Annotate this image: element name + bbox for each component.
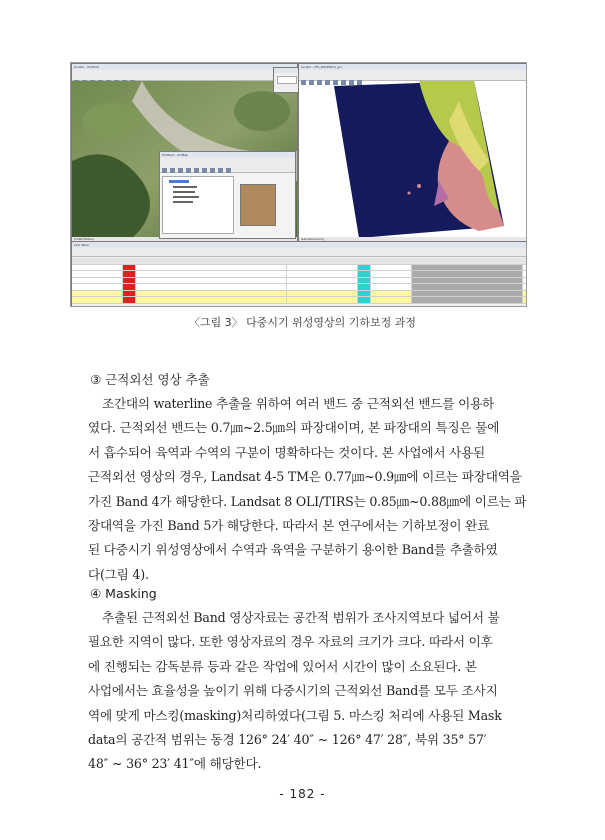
section-heading-masking: ④ Masking (90, 586, 157, 601)
text-line: 된 다중시기 위성영상에서 수역과 육역을 구분하기 용이한 Band를 추출하였 (88, 542, 498, 558)
georeferencing-screenshot-figure (70, 62, 527, 307)
right-status-bar: Georeferencing (299, 237, 527, 242)
table-of-contents-panel (162, 176, 234, 234)
right-image-window (298, 63, 527, 243)
text-line: 필요한 지역이 많다. 또한 영상자료의 경우 자료의 크기가 크다. 따라서 이후 (88, 634, 493, 650)
text-line: 추출된 근적외선 Band 영상자료는 공간적 범위가 조사지역보다 넓어서 불 (102, 610, 500, 625)
arcmap-dialog-title: Untitled - ArcMap (160, 152, 295, 158)
text-line: data의 공간적 범위는 동경 126° 24′ 40″ ~ 126° 47′ 28″, 북위 35° 57′ (88, 732, 487, 748)
text-line: 사업에서는 효율성을 높이기 위해 다중시기의 근적외선 Band를 모두 조사지 (88, 683, 498, 699)
right-window-title: ArcGIS - LT5_20040610_gcc (299, 64, 527, 70)
link-table-toolbar (72, 248, 527, 257)
left-toolbar (72, 70, 297, 81)
text-line: 근적외선 영상의 경우, Landsat 4-5 TM은 0.77㎛~0.9㎛에 이르는 파장대역을 (88, 469, 522, 485)
text-line: 48″ ~ 36° 23′ 41″에 해당한다. (88, 756, 262, 772)
text-line: 장대역을 가진 Band 5가 해당한다. 따라서 본 연구에서는 기하보정이 완료 (88, 518, 490, 534)
link-table-window (71, 241, 527, 307)
map-preview (240, 184, 276, 226)
text-line: 가진 Band 4가 해당한다. Landsat 8 OLI/TIRS는 0.85㎛~0.88㎛에 이르는 파 (88, 493, 527, 509)
text-line: 서 흡수되어 육역과 수역의 구분이 명확하다는 것이다. 본 사업에서 사용된 (88, 444, 485, 460)
left-status-bar: 0.000 Meters (72, 237, 297, 242)
right-toolbar (299, 70, 527, 81)
small-dialog (273, 67, 301, 93)
text-line: 역에 맞게 마스킹(masking)처리하였다(그림 5. 마스킹 처리에 사용된 Mask (88, 707, 502, 723)
right-satellite-image (299, 81, 527, 238)
paragraph-nir (88, 392, 527, 587)
text-line: 에 진행되는 감독분류 등과 같은 작업에 있어서 시간이 많이 소요된다. 본 (88, 658, 477, 674)
section-heading-nir: ③ 근적외선 영상 추출 (90, 372, 210, 387)
text-line: 다(그림 4). (88, 566, 149, 582)
link-table-title: Link Table (72, 242, 527, 248)
arcmap-dialog (159, 151, 296, 239)
page-number: - 182 - (279, 787, 326, 801)
figure-caption: 〈그림 3〉 다중시기 위성영상의 기하보정 과정 (188, 316, 417, 329)
paragraph-masking (88, 606, 520, 777)
arcmap-toolbar (160, 158, 295, 173)
text-line: 였다. 근적외선 밴드는 0.7㎛~2.5㎛의 파장대이며, 본 파장대의 특징은 물에 (88, 420, 500, 436)
link-table (72, 258, 527, 301)
left-window-title: ArcGIS - Untitled (72, 64, 297, 70)
text-line: 조간대의 waterline 추출을 위하여 여러 밴드 중 근적외선 밴드를 이용하 (102, 396, 495, 411)
